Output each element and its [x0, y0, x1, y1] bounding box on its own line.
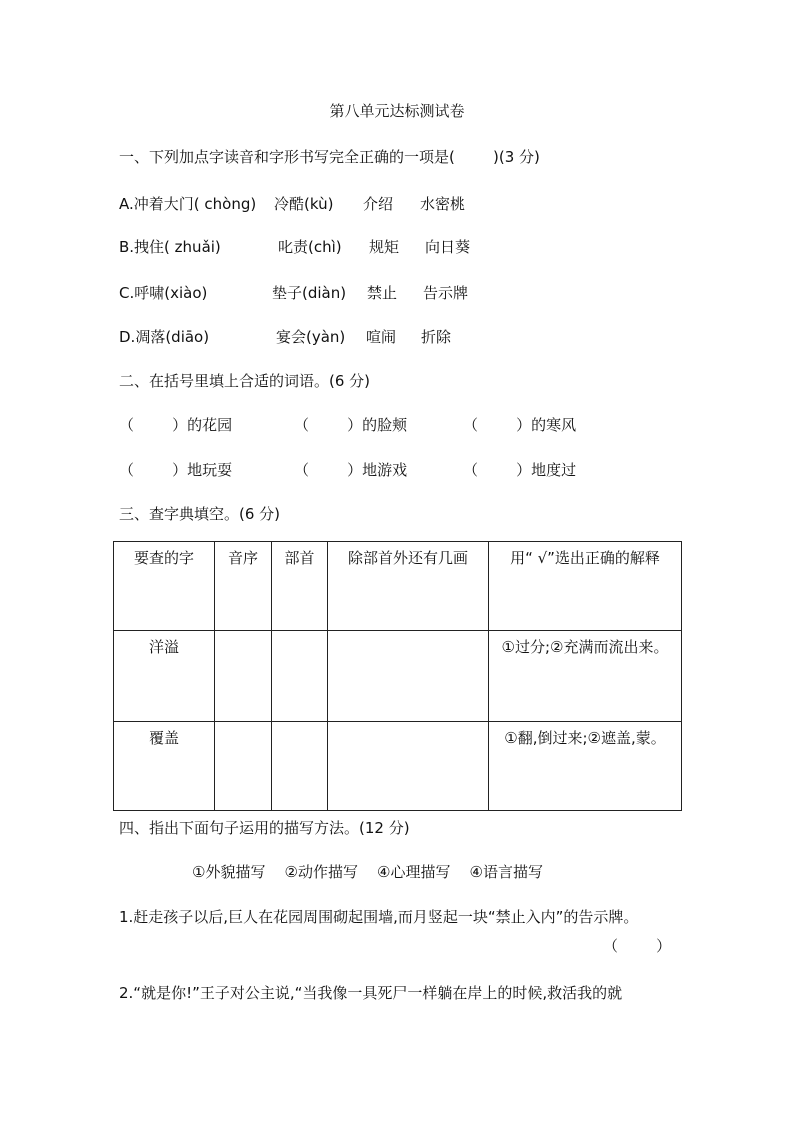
q3-heading: 三、查字典填空。(6 分) — [119, 505, 281, 523]
q1-option-b-word2: 叱责(chì) — [278, 238, 342, 256]
page-title: 第八单元达标测试卷 — [329, 102, 465, 120]
cell-meaning: ①过分;②充满而流出来。 — [489, 631, 682, 722]
q2-blank-3: （ ）的寒风 — [463, 416, 577, 434]
q1-option-d-word4: 折除 — [421, 328, 452, 346]
q1-option-d-word3: 喧闹 — [366, 328, 397, 346]
dictionary-table — [113, 541, 682, 811]
q1-option-b-word3: 规矩 — [369, 238, 400, 256]
cell-phonetic[interactable] — [215, 722, 272, 811]
cell-phonetic[interactable] — [215, 631, 272, 722]
q1-option-a-word2: 冷酷(kù) — [274, 195, 334, 213]
q1-option-c-word2: 垫子(diàn) — [272, 284, 347, 302]
q1-option-c-word3: 禁止 — [367, 284, 398, 302]
header-meaning: 用“ √”选出正确的解释 — [489, 542, 682, 631]
header-char: 要查的字 — [114, 542, 215, 631]
q2-blank-4: （ ）地玩耍 — [119, 461, 233, 479]
q4-sentence-2: 2.“就是你!”王子对公主说,“当我像一具死尸一样躺在岸上的时候,救活我的就 — [119, 984, 623, 1002]
q1-option-d-word2: 宴会(yàn) — [276, 328, 346, 346]
q1-option-b-word4: 向日葵 — [425, 238, 471, 256]
q1-option-a-word4: 水密桃 — [420, 195, 466, 213]
cell-strokes[interactable] — [328, 631, 489, 722]
q4-heading: 四、指出下面句子运用的描写方法。(12 分) — [119, 819, 410, 837]
q4-methods: ①外貌描写 ②动作描写 ④心理描写 ④语言描写 — [192, 863, 544, 881]
header-phonetic: 音序 — [215, 542, 272, 631]
q1-option-c-word1: C.呼啸(xiào) — [119, 284, 208, 302]
cell-radical[interactable] — [272, 722, 328, 811]
cell-char: 覆盖 — [114, 722, 215, 811]
q1-option-a-word1: A.冲着大门( chòng) — [119, 195, 257, 213]
q1-option-a-word3: 介绍 — [363, 195, 394, 213]
table-header-row — [114, 542, 682, 631]
q1-option-b-word1: B.拽住( zhuǎi) — [119, 238, 221, 256]
q1-heading: 一、下列加点字读音和字形书写完全正确的一项是( )(3 分) — [119, 148, 540, 166]
q2-blank-1: （ ）的花园 — [119, 416, 233, 434]
header-strokes: 除部首外还有几画 — [328, 542, 489, 631]
cell-radical[interactable] — [272, 631, 328, 722]
q2-blank-2: （ ）的脸颊 — [294, 416, 408, 434]
cell-meaning: ①翻,倒过来;②遮盖,蒙。 — [489, 722, 682, 811]
table-row — [114, 631, 682, 722]
q2-blank-5: （ ）地游戏 — [294, 461, 408, 479]
q4-sentence-1: 1.赶走孩子以后,巨人在花园周围砌起围墙,而月竖起一块“禁止入内”的告示牌。 — [119, 908, 639, 926]
cell-strokes[interactable] — [328, 722, 489, 811]
table-row — [114, 722, 682, 811]
header-radical: 部首 — [272, 542, 328, 631]
q1-option-c-word4: 告示牌 — [423, 284, 469, 302]
q1-option-d-word1: D.凋落(diāo) — [119, 328, 210, 346]
q2-blank-6: （ ）地度过 — [463, 461, 577, 479]
cell-char: 洋溢 — [114, 631, 215, 722]
q4-answer-blank-1[interactable]: （ ） — [603, 937, 672, 955]
q2-heading: 二、在括号里填上合适的词语。(6 分) — [119, 372, 371, 390]
